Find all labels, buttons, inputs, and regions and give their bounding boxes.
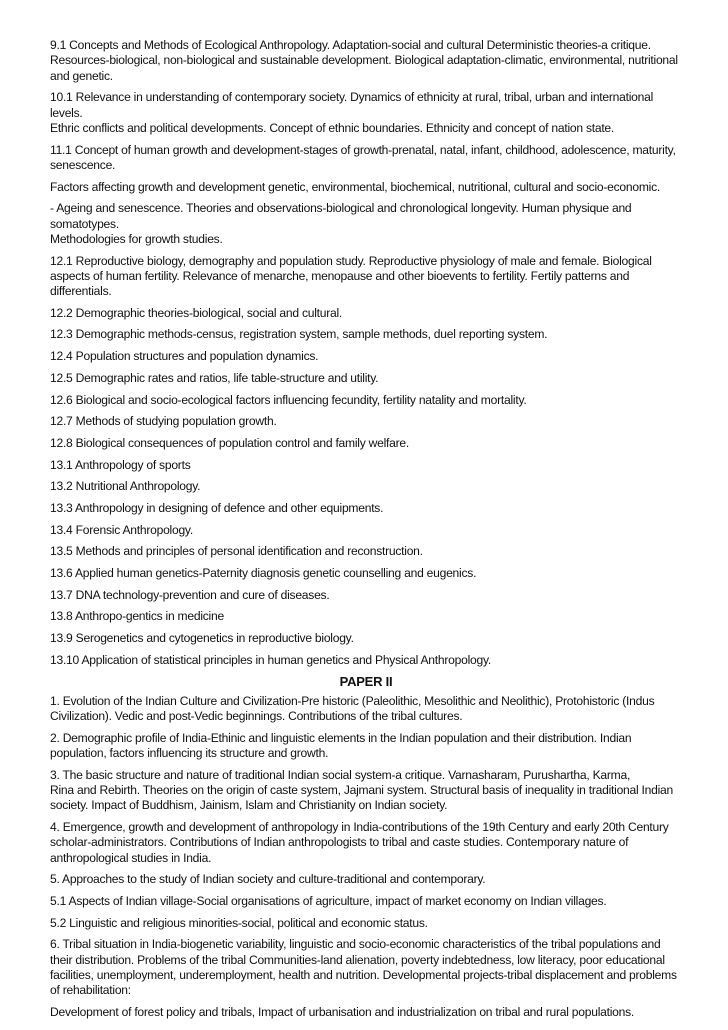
syllabus-paragraph [50, 327, 682, 342]
paragraph-line: 3. The basic structure and nature of traditional Indian social system-a critique. Varnasharam, Purushartha, Karma, [50, 767, 631, 782]
paragraph-line: Development of forest policy and tribals, Impact of urbanisation and industrialization on tribal and rural populations. [50, 1004, 635, 1019]
syllabus-paragraph [50, 937, 682, 998]
paragraph-line: 13.10 Application of statistical principles in human genetics and Physical Anthropology. [50, 652, 491, 667]
syllabus-paragraph [50, 894, 682, 909]
syllabus-paragraph [50, 609, 682, 624]
syllabus-paragraph [50, 916, 682, 931]
paragraph-line: 1. Evolution of the Indian Culture and Civilization-Pre historic (Paleolithic, Mesolithic and Neolithic), Protohistoric (Indus Civilization). Vedic and post-Vedic beginnings. Contributions of the tribal cultures. [50, 693, 655, 724]
syllabus-paragraph [50, 768, 682, 814]
paragraph-line: 2. Demographic profile of India-Ethinic and linguistic elements in the Indian population and their distribution. Indian population, factors influencing its structure and growth. [50, 730, 632, 761]
paragraph-line: - Ageing and senescence. Theories and observations-biological and chronological longevity. Human physique and somatotypes. [50, 201, 632, 231]
syllabus-paragraph [50, 588, 682, 603]
syllabus-paragraph [50, 501, 682, 516]
paragraph-line: 12.3 Demographic methods-census, registration system, sample methods, duel reporting system. [50, 327, 548, 342]
paragraph-line: 12.6 Biological and socio-ecological factors influencing fecundity, fertility natality and mortality. [50, 392, 527, 407]
paragraph-line: Ethric conflicts and political developments. Concept of ethnic boundaries. Ethnicity and concept of nation state. [50, 120, 615, 135]
syllabus-paragraph [50, 631, 682, 646]
paragraph-line: 11.1 Concept of human growth and development-stages of growth-prenatal, natal, infant, childhood, adolescence, maturity, senescence. [50, 142, 676, 172]
syllabus-paragraph [50, 523, 682, 538]
paragraph-line: 4. Emergence, growth and development of anthropology in India-contributions of the 19th Century and early 20th Century scholar-administrators. Contributions of Indian anthropologists to tribal and caste studies. Contemporary nature of anthropological studies in India. [50, 820, 669, 865]
paragraph-line: 13.7 DNA technology-prevention and cure of diseases. [50, 587, 330, 602]
paragraph-line: 12.8 Biological consequences of population control and family welfare. [50, 435, 409, 450]
syllabus-paragraph [50, 1005, 682, 1020]
paragraph-line: 10.1 Relevance in understanding of contemporary society. Dynamics of ethnicity at rural, tribal, urban and international levels. [50, 90, 654, 120]
paragraph-line: 5.2 Linguistic and religious minorities-social, political and economic status. [50, 915, 428, 930]
syllabus-paragraph [50, 90, 682, 136]
paragraph-line: 12.2 Demographic theories-biological, social and cultural. [50, 305, 343, 320]
paragraph-line: 13.5 Methods and principles of personal identification and reconstruction. [50, 544, 423, 559]
syllabus-paragraph [50, 349, 682, 364]
paragraph-line: Resources-biological, non-biological and sustainable development. Biological adaptation-climatic, environmental, nutritional and genetic. [50, 53, 678, 83]
paragraph-line: 13.9 Serogenetics and cytogenetics in reproductive biology. [50, 631, 354, 646]
syllabus-paragraph [50, 143, 682, 174]
paragraph-line: 13.4 Forensic Anthropology. [50, 522, 193, 537]
paragraph-line: 5.1 Aspects of Indian village-Social organisations of agriculture, impact of market economy on Indian villages. [50, 894, 607, 908]
syllabus-paragraph [50, 201, 682, 247]
paragraph-line: 6. Tribal situation in India-biogenetic variability, linguistic and socio-economic characteristics of the tribal populations and their distribution. Problems of the tribal Communities-land alienation, poverty indebtedness, low literacy, poor educational facilities, unemployment, underemployment, health and nutrition. Developmental projects-tribal displacement and problems of rehabilitation: [50, 937, 677, 998]
paragraph-line: 9.1 Concepts and Methods of Ecological Anthropology. Adaptation-social and cultural Deterministic theories-a critique. [50, 38, 651, 52]
paragraph-line: 12.5 Demographic rates and ratios, life table-structure and utility. [50, 370, 379, 385]
document-body [50, 38, 682, 1027]
section-heading: PAPER II [339, 674, 393, 690]
paragraph-line: Factors affecting growth and development genetic, environmental, biochemical, nutritional, cultural and socio-economic. [50, 179, 660, 194]
syllabus-paragraph [50, 414, 682, 429]
syllabus-paragraph [50, 180, 682, 195]
paragraph-line: 5. Approaches to the study of Indian society and culture-traditional and contemporary. [50, 872, 486, 887]
syllabus-paragraph [50, 544, 682, 559]
syllabus-paragraph [50, 479, 682, 494]
syllabus-paragraph [50, 371, 682, 386]
syllabus-paragraph [50, 436, 682, 451]
syllabus-paragraph [50, 694, 682, 725]
paragraph-line: 13.2 Nutritional Anthropology. [50, 479, 201, 494]
syllabus-paragraph [50, 566, 682, 581]
syllabus-paragraph [50, 872, 682, 887]
syllabus-paragraph [50, 306, 682, 321]
paragraph-line: 12.4 Population structures and population dynamics. [50, 349, 319, 364]
syllabus-paragraph [50, 653, 682, 668]
paragraph-line: 13.1 Anthropology of sports [50, 457, 191, 472]
syllabus-paragraph [50, 820, 682, 866]
paragraph-line: 12.7 Methods of studying population growth. [50, 414, 277, 429]
paragraph-line: Methodologies for growth studies. [50, 231, 223, 246]
paragraph-line: 13.8 Anthropo-gentics in medicine [50, 609, 224, 624]
syllabus-paragraph [50, 38, 682, 84]
syllabus-paragraph [50, 458, 682, 473]
syllabus-paragraph [50, 393, 682, 408]
syllabus-paragraph [50, 254, 682, 300]
paragraph-line: 13.3 Anthropology in designing of defence and other equipments. [50, 500, 384, 515]
syllabus-paragraph [50, 731, 682, 762]
paragraph-line: 13.6 Applied human genetics-Paternity diagnosis genetic counselling and eugenics. [50, 566, 477, 581]
paragraph-line: Rina and Rebirth. Theories on the origin of caste system, Jajmani system. Structural basis of inequality in traditional Indian society. Impact of Buddhism, Jainism, Islam and Christianity on Indian society. [50, 783, 674, 813]
paragraph-line: 12.1 Reproductive biology, demography and population study. Reproductive physiology of male and female. Biological aspects of human fertility. Relevance of menarche, menopause and other bioevents to fertility. Fertily patterns and differentials. [50, 253, 652, 299]
